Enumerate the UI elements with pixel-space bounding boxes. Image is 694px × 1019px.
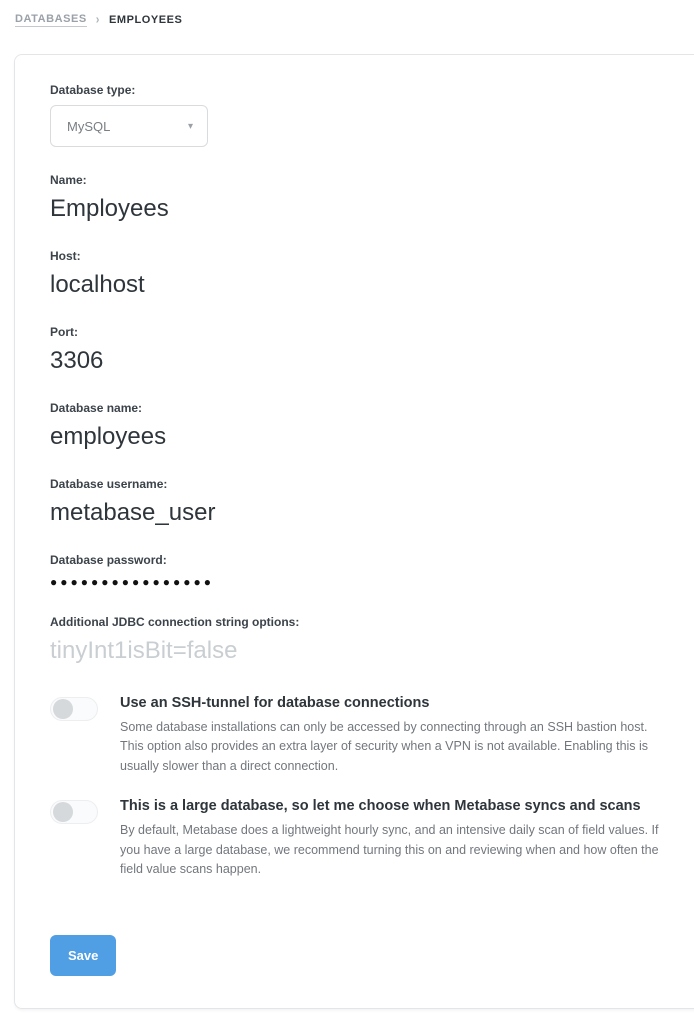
toggle-knob xyxy=(53,699,73,719)
host-label: Host: xyxy=(50,249,81,263)
ssh-tunnel-section xyxy=(50,695,672,776)
save-button[interactable]: Save xyxy=(50,935,116,976)
database-type-label: Database type: xyxy=(50,83,136,97)
jdbc-options-label: Additional JDBC connection string options: xyxy=(50,615,300,629)
name-group xyxy=(50,173,672,223)
large-database-toggle[interactable] xyxy=(50,800,98,824)
name-field[interactable] xyxy=(50,195,672,223)
breadcrumb-current-employees: EMPLOYEES xyxy=(109,14,183,26)
port-group xyxy=(50,325,672,375)
database-type-group xyxy=(50,83,672,147)
database-type-select[interactable] xyxy=(50,105,208,147)
database-name-label: Database name: xyxy=(50,401,143,415)
ssh-tunnel-toggle[interactable] xyxy=(50,697,98,721)
database-username-group xyxy=(50,477,672,527)
breadcrumb xyxy=(0,0,694,27)
host-group xyxy=(50,249,672,299)
port-field[interactable] xyxy=(50,347,672,375)
toggle-knob xyxy=(53,802,73,822)
large-database-title: This is a large database, so let me choose when Metabase syncs and scans xyxy=(120,798,641,815)
database-name-group xyxy=(50,401,672,451)
chevron-down-icon: ▾ xyxy=(187,120,193,132)
database-password-group xyxy=(50,553,672,589)
chevron-right-icon: › xyxy=(95,12,100,28)
large-database-text xyxy=(120,798,665,879)
breadcrumb-databases-link[interactable]: DATABASES xyxy=(15,13,87,25)
database-password-field[interactable] xyxy=(50,575,672,589)
database-type-selected-value: MySQL xyxy=(67,118,111,134)
large-database-description: By default, Metabase does a lightweight hourly sync, and an intensive daily scan of field values. If you have a large database, we recommend turning this on and reviewing when and how often the field value scans happen. xyxy=(120,823,659,876)
database-username-label: Database username: xyxy=(50,477,168,491)
ssh-tunnel-text xyxy=(120,695,665,776)
database-name-field[interactable] xyxy=(50,423,672,451)
ssh-tunnel-description: Some database installations can only be accessed by connecting through an SSH bastion host. This option also provides an extra layer of security when a VPN is not available. Enabling this is usually slower than a direct connection. xyxy=(120,720,649,773)
port-label: Port: xyxy=(50,325,78,339)
name-label: Name: xyxy=(50,173,87,187)
database-username-field[interactable] xyxy=(50,499,672,527)
database-password-label: Database password: xyxy=(50,553,167,567)
host-field[interactable] xyxy=(50,271,672,299)
large-database-section xyxy=(50,798,672,879)
database-edit-form-card xyxy=(14,54,694,1009)
jdbc-options-group xyxy=(50,615,672,665)
ssh-tunnel-title: Use an SSH-tunnel for database connections xyxy=(120,695,430,711)
jdbc-options-field[interactable] xyxy=(50,637,672,665)
